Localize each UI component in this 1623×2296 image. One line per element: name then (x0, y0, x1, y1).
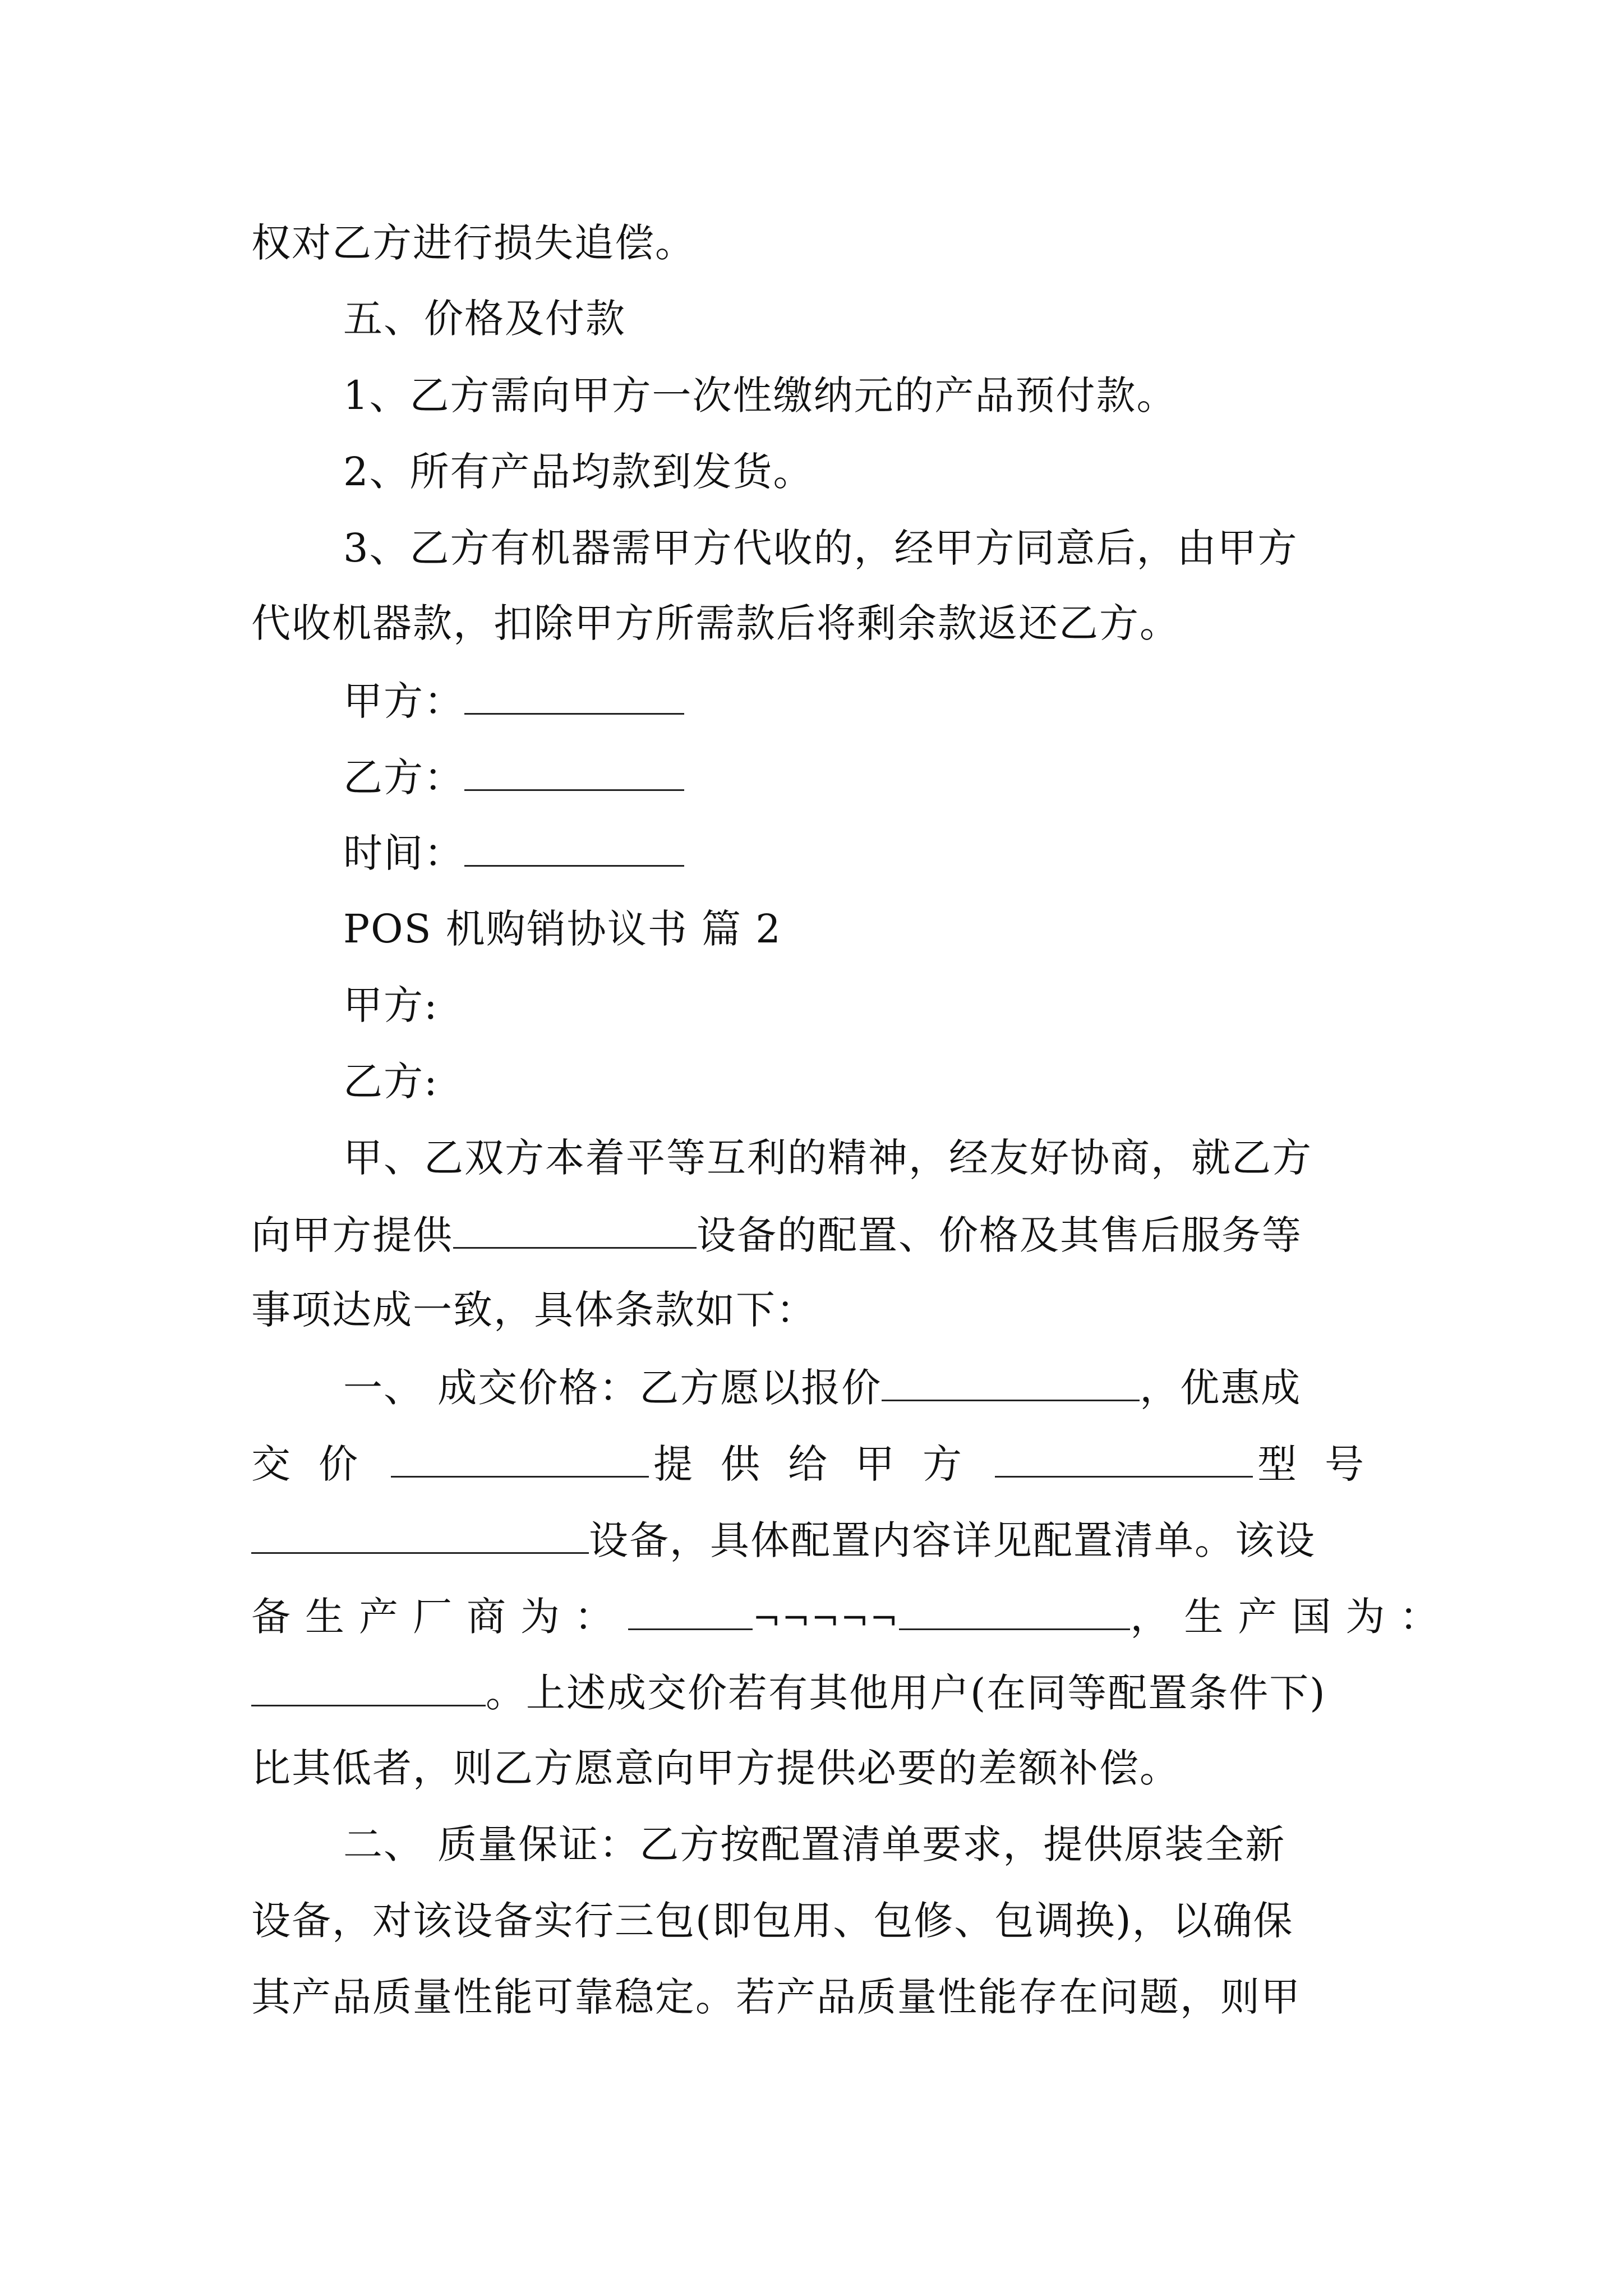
paragraph-line (251, 1517, 1392, 1563)
paragraph-line: 二、 质量保证：乙方按配置清单要求，提供原装全新 (343, 1821, 1286, 1867)
signature-label: 时间： (343, 830, 464, 876)
text-run: 提供给甲方 (653, 1441, 990, 1487)
text-run: 型号 (1257, 1441, 1392, 1487)
paragraph-line (251, 1670, 1392, 1716)
paragraph-line (251, 1212, 1392, 1258)
paragraph-line: 1、乙方需向甲方一次性缴纳元的产品预付款。 (343, 372, 1177, 418)
paragraph-line: 权对乙方进行损失追偿。 (251, 220, 695, 266)
text-run: 向甲方提供 (251, 1212, 453, 1258)
signature-blank (464, 680, 684, 715)
text-run: 设备的配置、价格及其售后服务等 (697, 1212, 1302, 1258)
text-run: ，生产国为： (1130, 1594, 1454, 1640)
paragraph-line: 事项达成一致，具体条款如下： (251, 1287, 817, 1333)
fill-blank (995, 1443, 1253, 1478)
paragraph-line (251, 1441, 1392, 1487)
fill-blank (882, 1367, 1140, 1401)
paragraph-line: 3、乙方有机器需甲方代收的，经甲方同意后，由甲方 (343, 525, 1298, 571)
signature-line-party-a (343, 678, 1484, 724)
paragraph-line: 设备，对该设备实行三包(即包用、包修、包调换)，以确保 (251, 1898, 1294, 1944)
fill-blank (251, 1520, 589, 1554)
fill-blank-group (628, 1596, 1130, 1639)
paragraph-line: 其产品质量性能可靠稳定。若产品质量性能存在问题，则甲 (251, 1974, 1301, 2020)
text-run: 一、 成交价格：乙方愿以报价 (343, 1365, 882, 1411)
paragraph-line: 比其低者，则乙方愿意向甲方提供必要的差额补偿。 (251, 1745, 1180, 1791)
fill-blank (628, 1596, 753, 1630)
marks-run: ¬¬¬¬¬ (753, 1599, 900, 1639)
fill-blank (391, 1443, 649, 1478)
text-run: 交价 (251, 1441, 386, 1487)
fill-blank (899, 1596, 1130, 1630)
paragraph-line (343, 1365, 1484, 1411)
party-a-label: 甲方: (343, 982, 439, 1028)
fill-blank (251, 1672, 486, 1706)
signature-label: 甲方： (343, 678, 464, 724)
text-run: 。上述成交价若有其他用户(在同等配置条件下) (486, 1670, 1326, 1716)
text-run: 备生产厂商为： (251, 1594, 628, 1640)
text-run: ，优惠成 (1140, 1365, 1302, 1411)
paragraph-line: 代收机器款，扣除甲方所需款后将剩余款返还乙方。 (251, 600, 1180, 646)
paragraph-line (251, 1594, 1454, 1640)
paragraph-line: 2、所有产品均款到发货。 (343, 449, 814, 495)
signature-blank (464, 832, 684, 867)
paragraph-line: 甲、乙双方本着平等互利的精神，经友好协商，就乙方 (343, 1135, 1312, 1181)
document-title: POS 机购销协议书 篇 2 (343, 906, 782, 952)
signature-line-party-b (343, 754, 1484, 800)
signature-line-time (343, 830, 1484, 876)
section-heading: 五、价格及付款 (343, 296, 626, 342)
party-b-label: 乙方: (343, 1059, 439, 1105)
signature-blank (464, 757, 684, 791)
text-run: 设备，具体配置内容详见配置清单。该设 (589, 1517, 1316, 1563)
fill-blank (453, 1214, 697, 1249)
signature-label: 乙方： (343, 754, 464, 800)
